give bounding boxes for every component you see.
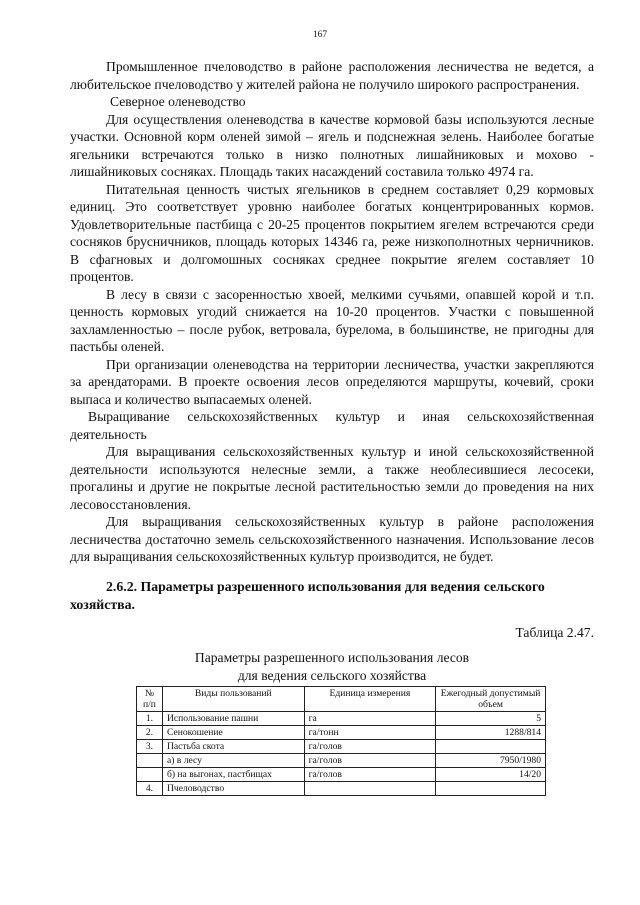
row-volume [436,782,546,796]
row-volume: 14/20 [436,768,546,782]
row-unit: га/голов [304,754,436,768]
header-annual-volume: Ежегодный допустимый объем [436,687,546,712]
row-usage-type: Использование пашни [162,712,304,726]
row-number [137,768,163,782]
row-number: 2. [137,726,163,740]
row-unit: га/голов [304,768,436,782]
row-usage-type: а) в лесу [162,754,304,768]
table-label: Таблица 2.47. [515,624,594,640]
page-number: 167 [312,30,328,40]
table-caption [70,649,594,684]
paragraph-forest-debris: В лесу в связи с засоренностью хвоей, мелкими сучьями, опавшей корой и т.п. ценность кормовых угодий снижается на 10-20 процентов. Участки с повышенной захламленностью – после рубок, ветровала, бурелома, в большинстве, не пригодны для пастьбы оленей. [70,286,594,354]
table-row [137,740,546,754]
row-unit: га/голов [304,740,436,754]
usage-parameters-table [136,686,546,796]
row-unit [304,782,436,796]
paragraph-beekeeping: Промышленное пчеловодство в районе расположения лесничества не ведется, а любительское пчеловодство у жителей района не получило широкого распространения. [70,59,594,92]
row-number [137,754,163,768]
subheading-agriculture: Выращивание сельскохозяйственных культур и иная сельскохозяйственная деятельность [70,409,594,442]
subheading-reindeer: Северное оленеводство [110,94,246,109]
row-volume: 5 [436,712,546,726]
table-row [137,726,546,740]
table-caption-line1: Параметры разрешенного использования лесов [194,650,470,665]
header-unit: Единица измерения [304,687,436,712]
paragraph-nutrition: Питательная ценность чистых ягельников в среднем составляет 0,29 кормовых единиц. Это соответствует уровню наиболее богатых концентрированных кормов. Удовлетворительные пастбища с 20-25 процентов покрытием ягелем встречаются среди сосняков брусничников, площадь которых 14346 га, реже низкополнотных черничников. В сфагновых и долгомошных сосняках среднее покрытие ягелем составляет 10 процентов. [70,181,594,284]
paragraph-reindeer-base: Для осуществления оленеводства в качестве кормовой базы используются лесные участки. Основной корм оленей зимой – ягель и подснежная зелень. Наиболее богатые ягельники встречаются только в низко полнотных лишайниковых и мохово - лишайниковых сосняках. Площадь таких насаждений составила только 4974 га. [70,111,594,179]
table-header-row [137,687,546,712]
paragraph-land-use: Для выращивания сельскохозяйственных культур и иной сельскохозяйственной деятельности используются нелесные земли, а также необлесившиеся лесосеки, прогалины и другие не покрытые лесной растительностью земли до проведения на них лесовосстановления. [70,444,594,512]
row-unit: га/тонн [304,726,436,740]
table-row [137,754,546,768]
row-usage-type: Пастьба скота [162,740,304,754]
row-usage-type: Сенокошение [162,726,304,740]
document-body [70,58,594,796]
row-number: 3. [137,740,163,754]
header-usage-type: Виды пользований [162,687,304,712]
row-number: 4. [137,782,163,796]
row-volume: 7950/1980 [436,754,546,768]
row-volume: 1288/814 [436,726,546,740]
row-volume [436,740,546,754]
row-usage-type: Пчеловодство [162,782,304,796]
table-caption-line2: для ведения сельского хозяйства [237,667,427,683]
row-usage-type: б) на выгонах, пастбищах [162,768,304,782]
header-number: № п/п [137,687,163,712]
table-row [137,712,546,726]
section-title: 2.6.2. Параметры разрешенного использования для ведения сельского хозяйства. [70,578,545,612]
table-row [137,782,546,796]
paragraph-agri-lands: Для выращивания сельскохозяйственных культур в районе расположения лесничества достаточно земель сельскохозяйственного назначения. Использование лесов для выращивания сельскохозяйственных культур производится, не будет. [70,514,594,564]
row-unit: га [304,712,436,726]
row-number: 1. [137,712,163,726]
paragraph-organization: При организации оленеводства на территории лесничества, участки закрепляются за арендаторами. В проекте освоения лесов определяются маршруты, кочевий, сроки выпаса и количество выпасаемых оленей. [70,356,594,407]
table-row [137,768,546,782]
